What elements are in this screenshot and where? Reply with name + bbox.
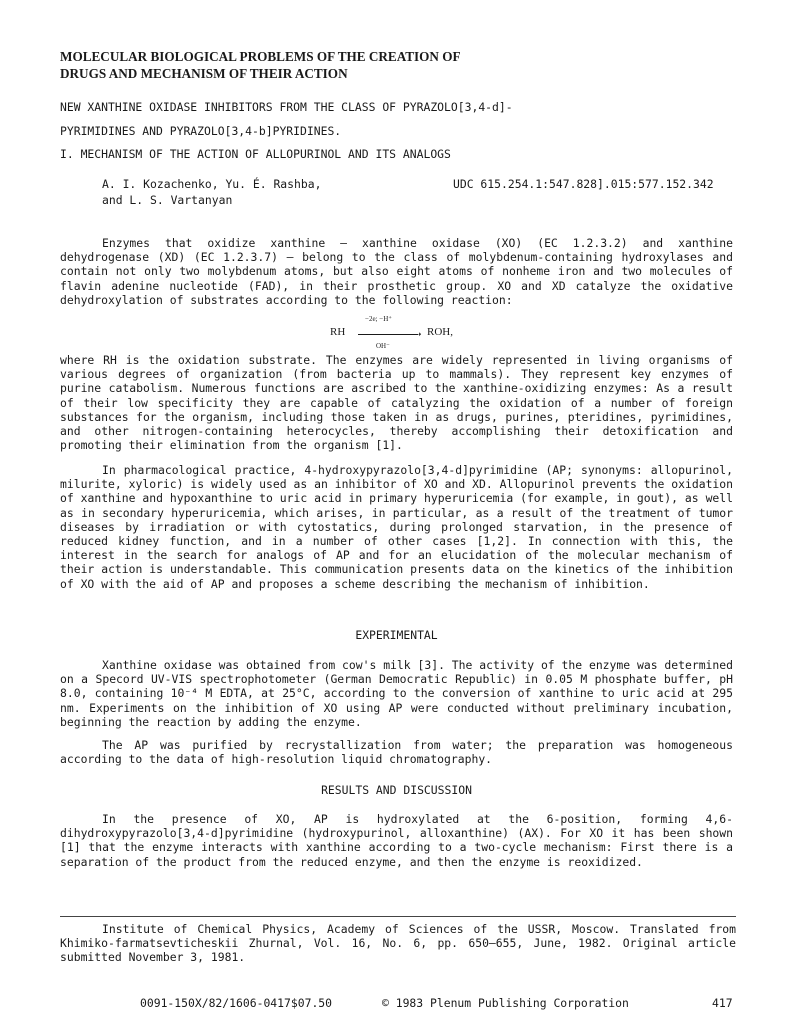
experimental-paragraph-1 xyxy=(60,658,733,729)
arrow-above-label: −2e; −H⁺ xyxy=(365,315,392,323)
paragraph-text: In the presence of XO, AP is hydroxylated at the 6-position, forming 4,6-dihydroxypyrazolo[3,4-d]pyrimidine (hydroxypurinol, alloxanthine) (AX). For XO it has been shown [1] that the enzyme interacts with xanthine according to a two-cycle mechanism: First there is a separation of the product from the reduced enzyme, and then the enzyme is reoxidized. xyxy=(60,812,733,869)
paragraph-text: The AP was purified by recrystallization from water; the preparation was homogeneous according to the data of high-resolution liquid chromatography. xyxy=(60,738,733,767)
footnote xyxy=(60,922,736,965)
arrow-below-label: OH⁻ xyxy=(376,342,390,350)
paragraph-text: Enzymes that oxidize xanthine — xanthine oxidase (XO) (EC 1.2.3.2) and xanthine dehydrogenase (XD) (EC 1.2.3.7) — belong to the class of molybdenum-containing hydroxylases and contain not only two molybdenum atoms, but also eight atoms of nonheme iron and two molecules of flavin adenine nucleotide (FAD), in their prosthetic group. XO and XD catalyze the oxidative dehydroxylation of substrates according to the following reaction: xyxy=(60,236,733,307)
page-number: 417 xyxy=(712,996,733,1010)
section-heading xyxy=(60,48,620,82)
article-title-line-1: NEW XANTHINE OXIDASE INHIBITORS FROM THE CLASS OF PYRAZOLO[3,4-d]- xyxy=(60,100,513,114)
article-code: 0091-150X/82/1606-0417$07.50 xyxy=(140,996,333,1010)
footnote-text: Institute of Chemical Physics, Academy of Sciences of the USSR, Moscow. Translated from Khimiko-farmatsevticheskii Zhurnal, Vol. 16, No. 6, pp. 650–655, June, 1982. Original article submitted November 3, 1981. xyxy=(60,922,736,965)
experimental-heading: EXPERIMENTAL xyxy=(355,628,438,642)
paragraph-text: Xanthine oxidase was obtained from cow's milk [3]. The activity of the enzyme was determined on a Specord UV-VIS spectrophotometer (German Democratic Republic) in 0.05 M phosphate buffer, pH 8.0, containing 10⁻⁴ M EDTA, at 25°C, according to the conversion of xanthine to uric acid at 295 nm. Experiments on the inhibition of XO using AP were conducted without preliminary incubation, beginning the reaction by adding the enzyme. xyxy=(60,658,733,729)
section-heading-line-2: DRUGS AND MECHANISM OF THEIR ACTION xyxy=(60,66,348,81)
paragraph-text: where RH is the oxidation substrate. The enzymes are widely represented in living organisms of various degrees of organization (from bacteria up to mammals). They represent key enzymes of purine catabolism. Numerous functions are ascribed to the xanthine-oxidizing enzymes: As a result of their low specificity they are capable of catalyzing the oxidation of a number of foreign substances for the organism, including those taken in as drugs, purines, pteridines, pyrimidines, and other nitrogen-containing heterocycles, thereby accomplishing their detoxification and promoting their elimination from the organism [1]. xyxy=(60,353,733,453)
product-label: ROH, xyxy=(427,326,453,338)
results-heading: RESULTS AND DISCUSSION xyxy=(321,783,472,797)
results-paragraph-1 xyxy=(60,812,733,869)
intro-paragraph-3 xyxy=(60,463,733,591)
intro-paragraph-1 xyxy=(60,236,733,307)
article-title-line-3: I. MECHANISM OF THE ACTION OF ALLOPURINOL AND ITS ANALOGS xyxy=(60,147,451,161)
reaction-equation xyxy=(330,316,500,352)
authors-line-2: and L. S. Vartanyan xyxy=(102,193,233,207)
experimental-paragraph-2 xyxy=(60,738,733,766)
section-heading-line-1: MOLECULAR BIOLOGICAL PROBLEMS OF THE CREATION OF xyxy=(60,49,461,64)
reaction-arrow-icon xyxy=(358,334,418,335)
authors-line-1: A. I. Kozachenko, Yu. É. Rashba, xyxy=(102,177,322,191)
intro-paragraph-2 xyxy=(60,353,733,452)
article-title-line-2: PYRIMIDINES AND PYRAZOLO[3,4-b]PYRIDINES. xyxy=(60,124,342,138)
udc-classification: UDC 615.254.1:547.828].015:577.152.342 xyxy=(453,177,714,191)
paragraph-text: In pharmacological practice, 4-hydroxypyrazolo[3,4-d]pyrimidine (AP; synonyms: allopurinol, milurite, xyloric) is widely used as an inhibitor of XO and XD. Allopurinol prevents the oxidation of xanthine and hypoxanthine to uric acid in primary hyperuricemia (for example, in gout), as well as in secondary hyperuricemia, which arises, in particular, as a result of the treatment of tumor diseases by irradiation or with cytostatics, during prolonged starvation, in the presence of reduced kidney function, and in a number of other cases [1,2]. In connection with this, the interest in the search for analogs of AP and for an elucidation of the molecular mechanism of their action is understandable. This communication presents data on the kinetics of the inhibition of XO with the aid of AP and proposes a scheme describing the mechanism of inhibition. xyxy=(60,463,733,591)
arrowhead-icon: ➝ xyxy=(414,329,422,339)
footnote-divider xyxy=(60,916,736,917)
reactant-label: RH xyxy=(330,326,346,338)
copyright-notice: © 1983 Plenum Publishing Corporation xyxy=(382,996,629,1010)
